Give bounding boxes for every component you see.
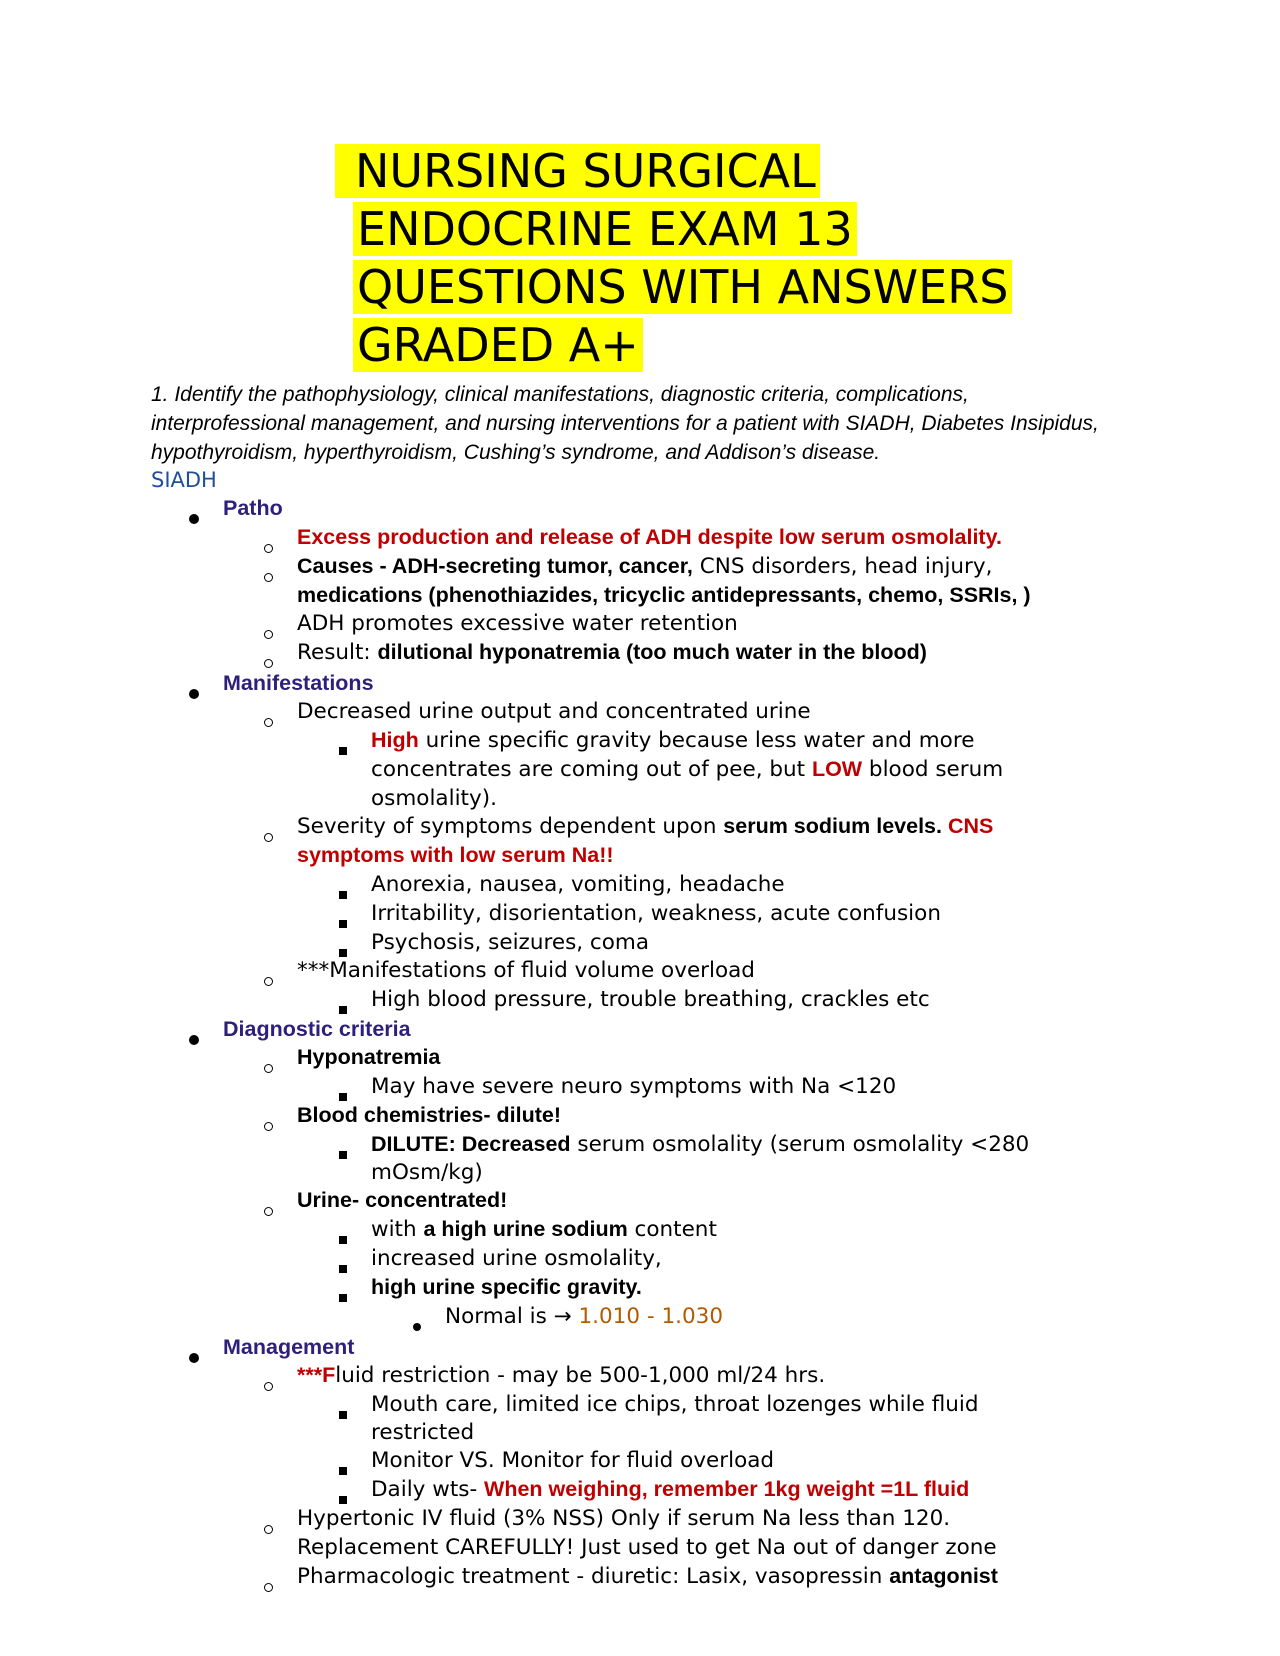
- manifest-severity-line2: symptoms with low serum Na!!: [297, 843, 614, 867]
- mgmt-mouth-care: Mouth care, limited ice chips, throat lozenges while fluid: [371, 1392, 979, 1417]
- manifest-high-gravity: High urine specific gravity because less water and more: [371, 728, 975, 753]
- diag-normal-range: Normal is → 1.010 - 1.030: [445, 1304, 724, 1329]
- patho-adh: ADH promotes excessive water retention: [297, 611, 738, 636]
- square-bullet-icon: [339, 1151, 347, 1159]
- circle-bullet-icon: [264, 1525, 273, 1534]
- patho-causes: Causes - ADH-secreting tumor, cancer, CNS disorders, head injury,: [297, 554, 993, 579]
- title-line-1: NURSING SURGICAL: [335, 142, 1135, 200]
- diag-hyponatremia-1: May have severe neuro symptoms with Na <120: [371, 1074, 897, 1099]
- circle-bullet-icon: [264, 1382, 273, 1391]
- diag-dilute: DILUTE: Decreased serum osmolality (serum osmolality <280: [371, 1132, 1030, 1157]
- square-bullet-icon: [339, 1411, 347, 1419]
- circle-bullet-icon: [264, 544, 273, 553]
- diag-hyponatremia: Hyponatremia: [297, 1045, 441, 1069]
- diag-blood: Blood chemistries- dilute!: [297, 1103, 562, 1127]
- circle-bullet-icon: [264, 1207, 273, 1216]
- circle-bullet-icon: [264, 659, 273, 668]
- symptom-1: Anorexia, nausea, vomiting, headache: [371, 872, 785, 897]
- manifest-decreased: Decreased urine output and concentrated urine: [297, 699, 811, 724]
- mgmt-daily-weights: Daily wts- When weighing, remember 1kg weight =1L fluid: [371, 1477, 970, 1502]
- square-bullet-icon: [339, 1467, 347, 1475]
- circle-bullet-icon: [264, 1064, 273, 1073]
- section-heading: SIADH: [151, 468, 217, 492]
- diag-urine-3: high urine specific gravity.: [371, 1275, 642, 1299]
- square-bullet-icon: [339, 747, 347, 755]
- title-line-2: ENDOCRINE EXAM 13: [353, 200, 1135, 258]
- mgmt-monitor: Monitor VS. Monitor for fluid overload: [371, 1448, 775, 1473]
- symptom-2: Irritability, disorientation, weakness, acute confusion: [371, 901, 941, 926]
- manifestations-heading: Manifestations: [223, 671, 374, 695]
- patho-result: Result: dilutional hyponatremia (too much water in the blood): [297, 640, 927, 665]
- patho-excess: Excess production and release of ADH despite low serum osmolality.: [297, 525, 1002, 549]
- question-text: 1. Identify the pathophysiology, clinical manifestations, diagnostic criteria, complications, interprofessional management, and nursing interventions for a patient with SIADH, Diabetes Insipidus, hypothyroidism, hyperthyroidism, Cushing’s syndrome, and Addison’s disease.: [151, 383, 1099, 464]
- document-title: [335, 142, 1135, 374]
- patho-causes-line2: medications (phenothiazides, tricyclic antidepressants, chemo, SSRIs, ): [297, 583, 1031, 607]
- title-line-4: GRADED A+: [353, 316, 1135, 374]
- diag-dilute-line2: mOsm/kg): [371, 1160, 483, 1185]
- bullet-icon: [189, 1353, 199, 1363]
- mgmt-fluid: ***Fluid restriction - may be 500-1,000 ml/24 hrs.: [297, 1363, 826, 1388]
- manifest-overload-1: High blood pressure, trouble breathing, crackles etc: [371, 987, 930, 1012]
- symptom-3: Psychosis, seizures, coma: [371, 930, 650, 955]
- bullet-icon: [413, 1323, 421, 1331]
- mgmt-hypertonic: Hypertonic IV fluid (3% NSS) Only if serum Na less than 120.: [297, 1506, 951, 1531]
- square-bullet-icon: [339, 920, 347, 928]
- circle-bullet-icon: [264, 573, 273, 582]
- title-line-3: QUESTIONS WITH ANSWERS: [353, 258, 1135, 316]
- diagnostic-heading: Diagnostic criteria: [223, 1017, 411, 1041]
- diag-urine-2: increased urine osmolality,: [371, 1246, 662, 1271]
- bullet-icon: [189, 689, 199, 699]
- manifest-high-gravity-line3: osmolality).: [371, 786, 497, 811]
- management-heading: Management: [223, 1335, 355, 1359]
- square-bullet-icon: [339, 1093, 347, 1101]
- circle-bullet-icon: [264, 718, 273, 727]
- square-bullet-icon: [339, 1294, 347, 1302]
- mgmt-mouth-care-line2: restricted: [371, 1420, 475, 1445]
- circle-bullet-icon: [264, 977, 273, 986]
- circle-bullet-icon: [264, 833, 273, 842]
- square-bullet-icon: [339, 1265, 347, 1273]
- bullet-icon: [189, 1035, 199, 1045]
- mgmt-pharmacologic: Pharmacologic treatment - diuretic: Lasix, vasopressin antagonist: [297, 1564, 998, 1589]
- diag-urine-1: with a high urine sodium content: [371, 1217, 717, 1242]
- manifest-severity: Severity of symptoms dependent upon serum sodium levels. CNS: [297, 814, 994, 839]
- patho-heading: Patho: [223, 496, 283, 520]
- manifest-overload: ***Manifestations of fluid volume overload: [297, 958, 755, 983]
- diag-urine: Urine- concentrated!: [297, 1188, 508, 1212]
- circle-bullet-icon: [264, 1583, 273, 1592]
- manifest-high-gravity-line2: concentrates are coming out of pee, but LOW blood serum: [371, 757, 1004, 782]
- square-bullet-icon: [339, 1236, 347, 1244]
- mgmt-hypertonic-line2: Replacement CAREFULLY! Just used to get Na out of danger zone: [297, 1535, 997, 1560]
- bullet-icon: [189, 514, 199, 524]
- square-bullet-icon: [339, 891, 347, 899]
- square-bullet-icon: [339, 1496, 347, 1504]
- circle-bullet-icon: [264, 1122, 273, 1131]
- square-bullet-icon: [339, 1006, 347, 1014]
- circle-bullet-icon: [264, 630, 273, 639]
